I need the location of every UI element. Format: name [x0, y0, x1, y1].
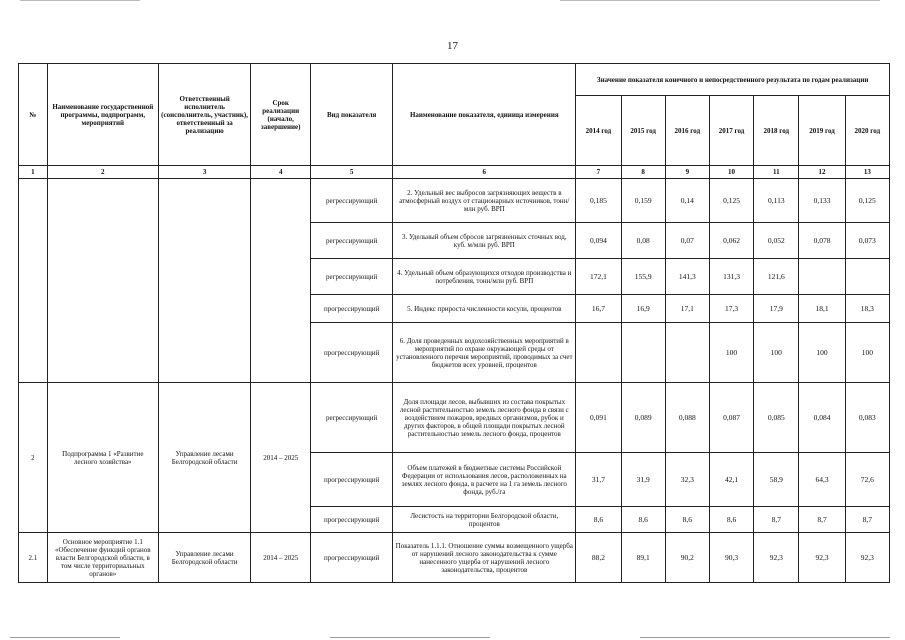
cell-value: 155,9 [621, 259, 665, 295]
header-num: № [19, 64, 48, 166]
cell-value: 64,3 [799, 453, 845, 507]
header-term: Срок реализации (начало, завершение) [251, 64, 311, 166]
indicators-table [18, 63, 890, 583]
column-number: 13 [845, 166, 889, 179]
column-number: 8 [621, 166, 665, 179]
cell-indicator: 6. Доля проведенных водохозяйственных мероприятий в мероприятий по охране окружающей среды от установленного перечня мероприятий, проводимых за счет бюджетов всех уровней, процентов [393, 323, 576, 383]
page-number: 17 [447, 40, 458, 52]
top-rule-right [560, 0, 880, 1]
cell-indicator: 3. Удельный объем сбросов загрязненных сточных вод, куб. м/млн руб. ВРП [393, 223, 576, 259]
cell-value: 0,094 [576, 223, 621, 259]
cell-value: 0,088 [665, 383, 709, 453]
cell-value: 8,7 [799, 507, 845, 533]
cell-value: 0,078 [799, 223, 845, 259]
cell-num: 2.1 [19, 533, 48, 583]
cell-value: 8,6 [665, 507, 709, 533]
cell-value [576, 323, 621, 383]
cell-value: 72,6 [845, 453, 889, 507]
column-number: 5 [311, 166, 393, 179]
table-row [19, 179, 890, 223]
cell-value: 32,3 [665, 453, 709, 507]
cell-value: 16,9 [621, 295, 665, 323]
header-indicator: Наименование показателя, единица измерения [393, 64, 576, 166]
header-name: Наименование государственной программы, подпрограмм, мероприятий [47, 64, 158, 166]
column-number: 11 [754, 166, 799, 179]
cell-value: 100 [799, 323, 845, 383]
column-number: 10 [709, 166, 753, 179]
cell-type: прогрессирующий [311, 453, 393, 507]
cell-value: 0,07 [665, 223, 709, 259]
cell-indicator: Объем платежей в бюджетные системы Российской Федерации от использования лесов, расположенных на землях лесного фонда, в расчете на 1 га земель лесного фонда, руб./га [393, 453, 576, 507]
cell-value: 89,1 [621, 533, 665, 583]
cell-value: 0,159 [621, 179, 665, 223]
cell-value: 42,1 [709, 453, 753, 507]
cell-value: 92,3 [845, 533, 889, 583]
cell-value: 8,6 [709, 507, 753, 533]
cell-value: 0,091 [576, 383, 621, 453]
header-type: Вид показателя [311, 64, 393, 166]
cell-indicator: 4. Удельный объем образующихся отходов производства и потребления, тонн/млн руб. ВРП [393, 259, 576, 295]
cell-value: 8,6 [576, 507, 621, 533]
cell-type: регрессирующий [311, 259, 393, 295]
cell-indicator: 2. Удельный вес выбросов загрязняющих веществ в атмосферный воздух от стационарных источников, тонн/млн руб. ВРП [393, 179, 576, 223]
cell-value: 0,125 [845, 179, 889, 223]
top-rule-left [20, 0, 140, 1]
cell-responsible: Управление лесами Белгородской области [158, 383, 251, 533]
cell-value: 8,6 [621, 507, 665, 533]
cell-value [799, 259, 845, 295]
column-number: 2 [47, 166, 158, 179]
cell-name: Основное мероприятие 1.1 «Обеспечение функций органов власти Белгородской области, в том числе территориальных органов» [47, 533, 158, 583]
cell-value: 8,7 [754, 507, 799, 533]
cell-term-empty [251, 179, 311, 383]
cell-value: 58,9 [754, 453, 799, 507]
cell-value: 100 [845, 323, 889, 383]
cell-value: 17,9 [754, 295, 799, 323]
cell-indicator: 5. Индекс прироста численности косули, процентов [393, 295, 576, 323]
column-number: 7 [576, 166, 621, 179]
header-year: 2014 год [576, 96, 621, 166]
cell-value: 0,08 [621, 223, 665, 259]
cell-value: 100 [754, 323, 799, 383]
bottom-rule-left [10, 637, 120, 638]
cell-value: 88,2 [576, 533, 621, 583]
cell-value: 0,073 [845, 223, 889, 259]
column-number: 3 [158, 166, 251, 179]
cell-responsible-empty [158, 179, 251, 383]
cell-type: регрессирующий [311, 223, 393, 259]
cell-value: 0,052 [754, 223, 799, 259]
header-year: 2016 год [665, 96, 709, 166]
cell-value: 31,9 [621, 453, 665, 507]
cell-value [621, 323, 665, 383]
header-year: 2017 год [709, 96, 753, 166]
column-number: 4 [251, 166, 311, 179]
cell-name: Подпрограмма 1 «Развитие лесного хозяйства» [47, 383, 158, 533]
cell-value: 8,7 [845, 507, 889, 533]
cell-indicator: Лесистость на территории Белгородской области, процентов [393, 507, 576, 533]
cell-value: 90,2 [665, 533, 709, 583]
cell-name-empty [47, 179, 158, 383]
cell-responsible: Управление лесами Белгородской области [158, 533, 251, 583]
cell-value: 0,062 [709, 223, 753, 259]
cell-indicator: Показатель 1.1.1. Отношение суммы возмещенного ущерба от нарушений лесного законодательства к сумме нанесенного ущерба от нарушений лесного законодательства, процентов [393, 533, 576, 583]
column-number: 12 [799, 166, 845, 179]
cell-value: 131,3 [709, 259, 753, 295]
column-number-row [19, 166, 890, 179]
header-year: 2020 год [845, 96, 889, 166]
cell-value: 16,7 [576, 295, 621, 323]
cell-value: 0,084 [799, 383, 845, 453]
cell-num-empty [19, 179, 48, 383]
cell-type: регрессирующий [311, 179, 393, 223]
header-responsible: Ответственный исполнитель (соисполнитель, участник), ответственный за реализацию [158, 64, 251, 166]
cell-value: 0,133 [799, 179, 845, 223]
column-number: 1 [19, 166, 48, 179]
header-year: 2019 год [799, 96, 845, 166]
cell-type: прогрессирующий [311, 295, 393, 323]
cell-value: 0,083 [845, 383, 889, 453]
cell-value: 0,14 [665, 179, 709, 223]
header-year: 2015 год [621, 96, 665, 166]
cell-type: прогрессирующий [311, 323, 393, 383]
header-group: Значение показателя конечного и непосредственного результата по годам реализации [576, 64, 890, 96]
cell-value: 0,085 [754, 383, 799, 453]
cell-value: 0,089 [621, 383, 665, 453]
cell-value: 172,1 [576, 259, 621, 295]
cell-value: 18,1 [799, 295, 845, 323]
cell-value: 0,087 [709, 383, 753, 453]
cell-value: 90,3 [709, 533, 753, 583]
cell-value: 141,3 [665, 259, 709, 295]
bottom-rule-mid [330, 637, 490, 638]
cell-term: 2014 – 2025 [251, 383, 311, 533]
cell-value: 121,6 [754, 259, 799, 295]
table-row [19, 533, 890, 583]
cell-value: 92,3 [799, 533, 845, 583]
column-number: 9 [665, 166, 709, 179]
cell-type: прогрессирующий [311, 533, 393, 583]
cell-value: 18,3 [845, 295, 889, 323]
header-year: 2018 год [754, 96, 799, 166]
cell-type: регрессирующий [311, 383, 393, 453]
cell-value: 0,125 [709, 179, 753, 223]
cell-value [845, 259, 889, 295]
cell-value: 0,185 [576, 179, 621, 223]
cell-term: 2014 – 2025 [251, 533, 311, 583]
header-row-1 [19, 64, 890, 96]
cell-type: прогрессирующий [311, 507, 393, 533]
bottom-rule-right [640, 637, 890, 638]
cell-value: 0,113 [754, 179, 799, 223]
column-number: 6 [393, 166, 576, 179]
cell-value [665, 323, 709, 383]
cell-indicator: Доля площади лесов, выбывших из состава покрытых лесной растительностью земель лесного фонда в связи с воздействием пожаров, вредных организмов, рубок и других факторов, в общей площади покрытых лесной растительностью земель лесного фонда, процентов [393, 383, 576, 453]
cell-value: 17,1 [665, 295, 709, 323]
cell-value: 31,7 [576, 453, 621, 507]
cell-value: 100 [709, 323, 753, 383]
table-row [19, 383, 890, 453]
cell-num: 2 [19, 383, 48, 533]
cell-value: 17,3 [709, 295, 753, 323]
cell-value: 92,3 [754, 533, 799, 583]
